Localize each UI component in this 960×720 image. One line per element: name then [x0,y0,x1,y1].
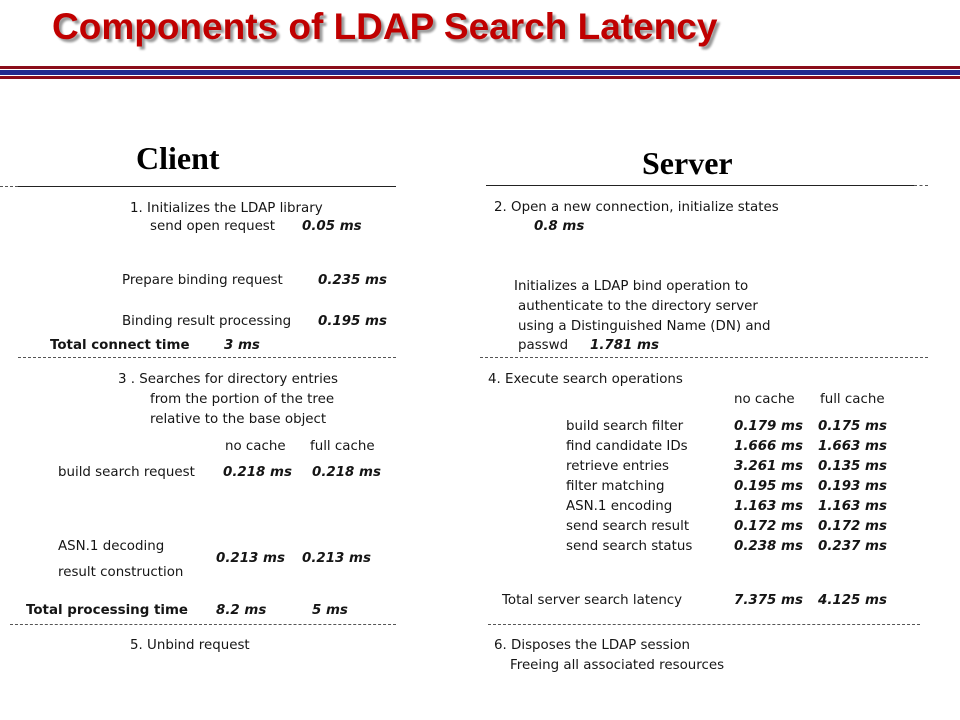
op-full-cache-value: 1.163 ms [818,499,887,514]
op-label: filter matching [566,479,665,494]
client-decode-no-cache: 0.213 ms [216,551,285,566]
op-no-cache-value: 0.172 ms [734,519,803,534]
client-step3-line2: from the portion of the tree [150,392,335,407]
server-bind-line4: passwd [518,338,569,353]
client-step1-value: 0.05 ms [302,219,362,234]
server-bind-line1: Initializes a LDAP bind operation to [514,279,749,294]
server-divider-1 [480,357,928,358]
op-no-cache-value: 3.261 ms [734,459,803,474]
server-bind-line2: authenticate to the directory server [518,299,758,314]
op-label: send search result [566,519,690,534]
op-no-cache-value: 0.179 ms [734,419,803,434]
op-full-cache-value: 0.175 ms [818,419,887,434]
client-top-dash [0,186,18,187]
client-full-cache-header: full cache [310,439,375,454]
client-no-cache-header: no cache [225,439,286,454]
op-no-cache-value: 1.163 ms [734,499,803,514]
op-no-cache-value: 0.195 ms [734,479,803,494]
client-build-label: build search request [58,465,195,480]
server-step2-line1: 2. Open a new connection, initialize states [494,200,779,215]
server-step6-line2: Freeing all associated resources [510,658,725,673]
client-total-processing-label: Total processing time [26,603,188,618]
client-total-processing-no-cache: 8.2 ms [216,603,267,618]
server-step4: 4. Execute search operations [488,372,683,387]
op-full-cache-value: 0.135 ms [818,459,887,474]
op-full-cache-value: 0.237 ms [818,539,887,554]
op-label: find candidate IDs [566,439,688,454]
op-full-cache-value: 0.193 ms [818,479,887,494]
client-step5: 5. Unbind request [130,638,250,653]
server-heading: Server [642,145,733,181]
op-label: build search filter [566,419,684,434]
client-binding-value: 0.195 ms [318,314,387,329]
client-total-connect-value: 3 ms [224,338,260,353]
op-no-cache-value: 0.238 ms [734,539,803,554]
client-step1-line1: 1. Initializes the LDAP library [130,201,323,216]
slide-title: Components of LDAP Search Latency [52,6,718,47]
client-step3-line1: 3 . Searches for directory entries [118,372,339,387]
server-total-no-cache: 7.375 ms [734,593,803,608]
op-label: retrieve entries [566,459,669,474]
server-top-rule [486,185,914,186]
op-full-cache-value: 0.172 ms [818,519,887,534]
server-total-label: Total server search latency [502,593,683,608]
server-no-cache-header: no cache [734,392,795,407]
server-full-cache-header: full cache [820,392,885,407]
client-asn-label: ASN.1 decoding [58,539,165,554]
client-divider-2 [10,624,396,625]
client-divider-1 [18,357,396,358]
server-step2-value: 0.8 ms [534,219,585,234]
title-rule-red [0,66,960,69]
client-result-label: result construction [58,565,184,580]
client-step1-line2: send open request [150,219,276,234]
client-prepare-label: Prepare binding request [122,273,283,288]
op-label: send search status [566,539,693,554]
title-rule-blue [0,70,960,75]
op-label: ASN.1 encoding [566,499,673,514]
client-decode-full-cache: 0.213 ms [302,551,371,566]
op-full-cache-value: 1.663 ms [818,439,887,454]
client-total-connect-label: Total connect time [50,338,190,353]
server-bind-line3: using a Distinguished Name (DN) and [518,319,771,334]
client-step3-line3: relative to the base object [150,412,327,427]
server-step6-line1: 6. Disposes the LDAP session [494,638,691,653]
client-total-processing-full-cache: 5 ms [312,603,348,618]
client-binding-label: Binding result processing [122,314,292,329]
server-divider-2 [488,624,920,625]
client-prepare-value: 0.235 ms [318,273,387,288]
server-top-dash [914,185,928,186]
client-heading: Client [136,140,220,176]
server-bind-value: 1.781 ms [590,338,659,353]
client-build-no-cache: 0.218 ms [223,465,292,480]
server-total-full-cache: 4.125 ms [818,593,887,608]
client-build-full-cache: 0.218 ms [312,465,381,480]
title-rule-red-lower [0,76,960,79]
client-top-rule [18,186,396,187]
op-no-cache-value: 1.666 ms [734,439,803,454]
